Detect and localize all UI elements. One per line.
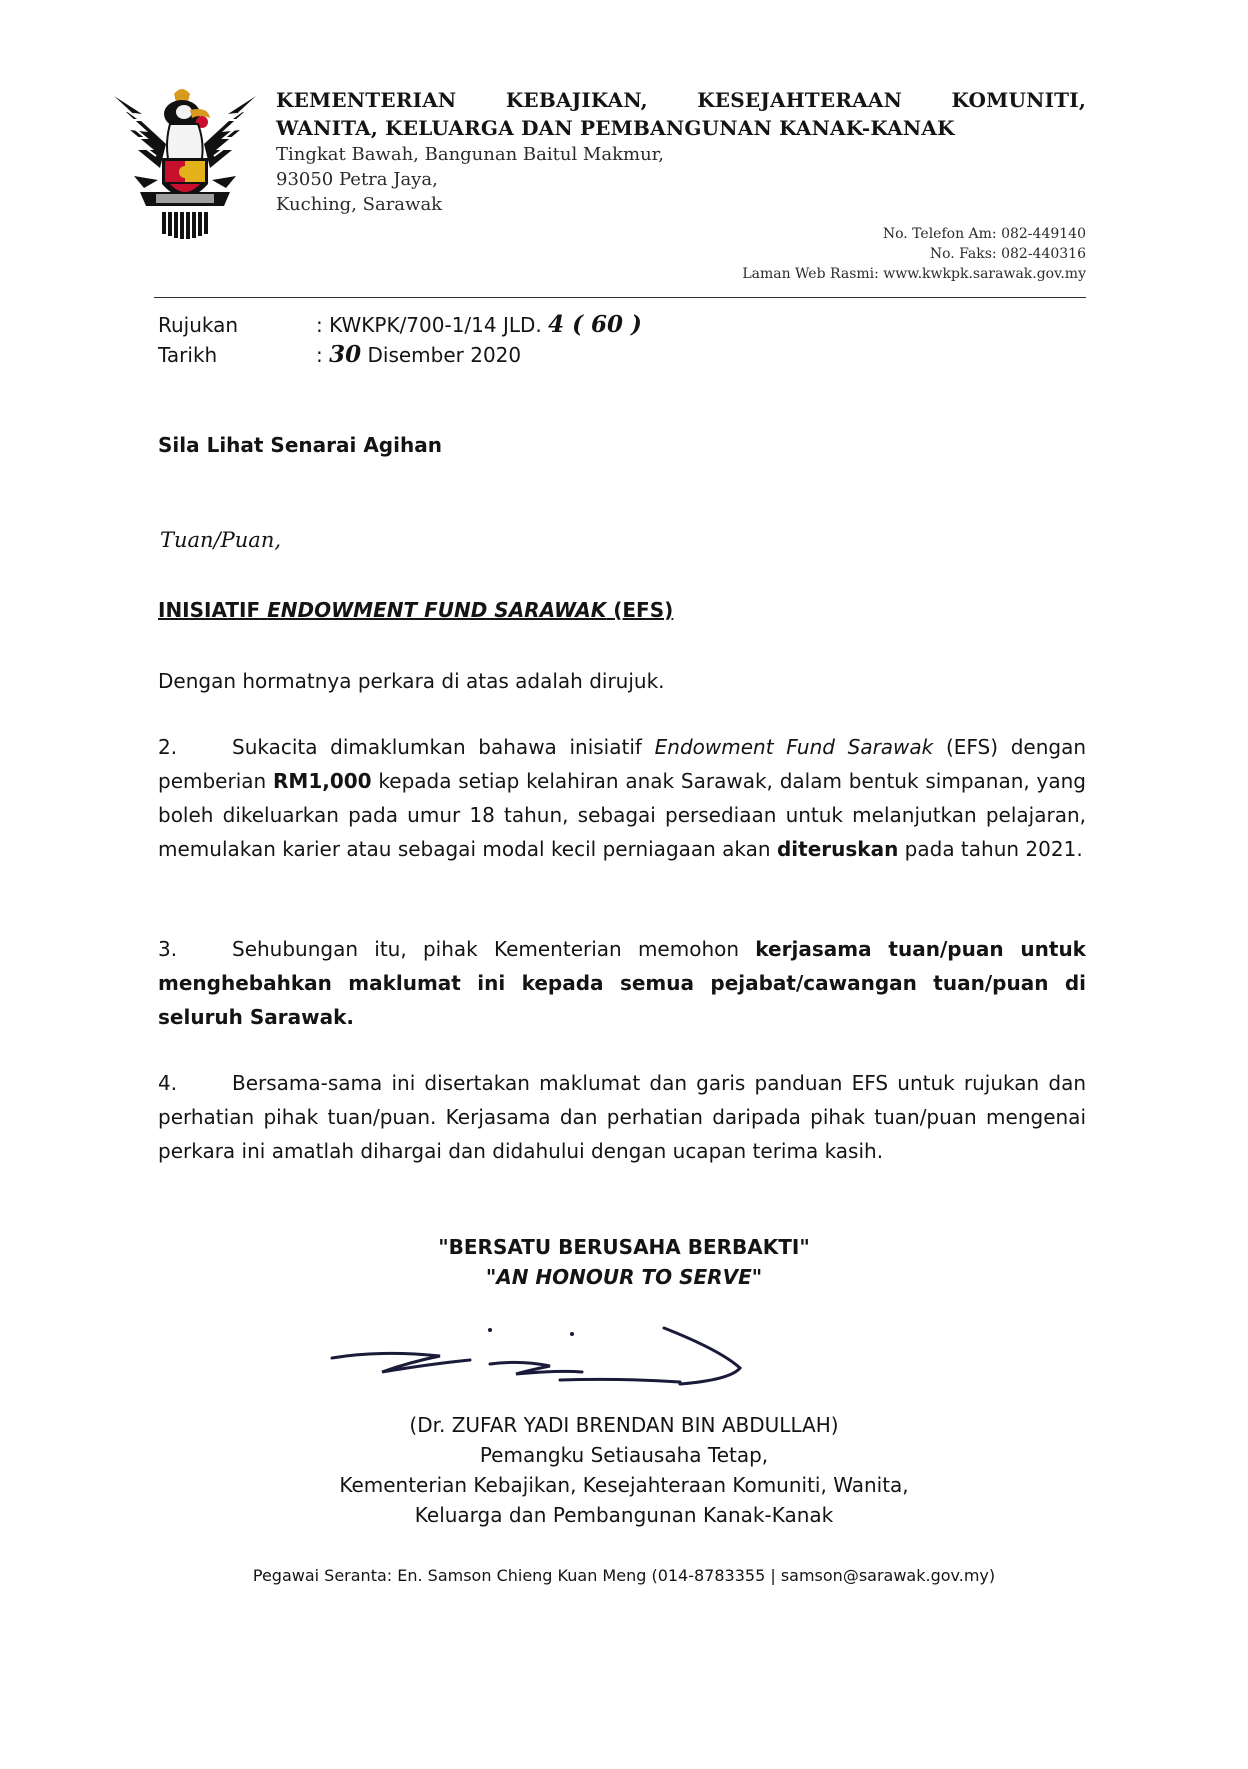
recipient: Sila Lihat Senarai Agihan [158,433,442,457]
paragraph-number: 2. [158,735,178,759]
sarawak-crest-icon [104,84,266,244]
address-line: Kuching, Sarawak [276,194,443,215]
para-bold: diteruskan [776,837,899,861]
signer-org-line1: Kementerian Kebajikan, Kesejahteraan Komuniti, Wanita, [339,1473,909,1497]
para-text: pada tahun 2021. [904,837,1083,861]
org-word: KEMENTERIAN [276,88,457,112]
letterhead [276,86,1086,217]
signer-org-line2: Keluarga dan Pembangunan Kanak-Kanak [414,1503,834,1527]
org-word: KOMUNITI, [951,88,1086,112]
tarikh-label: Tarikh [158,343,218,367]
para-text: Sukacita dimaklumkan bahawa inisiatif [232,735,642,759]
signature-icon [320,1320,820,1410]
address-line: 93050 Petra Jaya, [276,169,438,190]
org-word: KEBAJIKAN, [505,88,648,112]
header-divider [154,297,1086,298]
reference-block [158,310,642,370]
rujukan-label: Rujukan [158,313,239,337]
signer-title: Pemangku Setiausaha Tetap, [479,1443,769,1467]
para-italic: Endowment Fund Sarawak [654,735,934,759]
subject-suffix: (EFS) [613,598,674,622]
rujukan-value: : KWKPK/700-1/14 JLD. [316,313,542,337]
tarikh-day: 30 [329,341,362,368]
subject-prefix: INISIATIF [158,598,261,622]
para-text: Sehubungan itu, pihak Kementerian memohon [232,937,740,961]
para-bold: RM1,000 [273,769,372,793]
org-name-line1 [276,86,1086,114]
tarikh-row [158,340,642,370]
org-name-line2: WANITA, KELUARGA DAN PEMBANGUNAN KANAK-KANAK [276,116,955,140]
website-link[interactable]: Laman Web Rasmi: www.kwkpk.sarawak.gov.my [742,266,1086,282]
slogan-malay: "BERSATU BERUSAHA BERBAKTI" [438,1235,810,1259]
para-text: (EFS) dengan pemberian [158,735,1087,793]
rujukan-handwritten: 4 ( 60 ) [548,311,642,338]
intro-paragraph: Dengan hormatnya perkara di atas adalah dirujuk. [158,669,665,693]
para-text: Bersama-sama ini disertakan maklumat dan garis panduan EFS untuk rujukan dan perhatian pihak tuan/puan. Kerjasama dan perhatian daripada pihak tuan/puan mengenai perkara ini amatlah dihargai dan didahului dengan ucapan terima kasih. [158,1071,1086,1163]
para-bold: . [346,1005,355,1029]
subject-heading [158,598,673,622]
paragraph-2 [158,730,1086,866]
contact-details [742,224,1086,284]
subject-italic: ENDOWMENT FUND SARAWAK [267,598,607,622]
address-line: Tingkat Bawah, Bangunan Baitul Makmur, [276,144,665,165]
paragraph-3 [158,932,1086,1034]
footer-contact: Pegawai Seranta: En. Samson Chieng Kuan Meng (014-8783355 | samson@sarawak.gov.my) [252,1566,996,1585]
fax-number: No. Faks: 082-440316 [929,246,1086,262]
paragraph-number: 3. [158,937,178,961]
org-word: KESEJAHTERAAN [697,88,903,112]
tarikh-rest: Disember 2020 [367,343,522,367]
salutation: Tuan/Puan, [160,528,282,552]
slogan-english: "AN HONOUR TO SERVE" [485,1265,763,1289]
para-text: kepada setiap kelahiran anak Sarawak, dalam bentuk simpanan, yang boleh dikeluarkan pada umur 18 tahun, sebagai persediaan untuk melanjutkan pelajaran, memulakan karier atau sebagai modal kecil perniagaan akan [158,769,1087,861]
tarikh-colon: : [316,343,323,367]
paragraph-4 [158,1066,1086,1168]
para-bold: kerjasama tuan/puan untuk menghebahkan maklumat ini kepada semua pejabat/cawangan tuan/puan di seluruh Sarawak [158,937,1086,1029]
paragraph-number: 4. [158,1071,178,1095]
rujukan-row [158,310,642,340]
signer-name: (Dr. ZUFAR YADI BRENDAN BIN ABDULLAH) [409,1413,839,1437]
phone-number: No. Telefon Am: 082-449140 [882,226,1086,242]
